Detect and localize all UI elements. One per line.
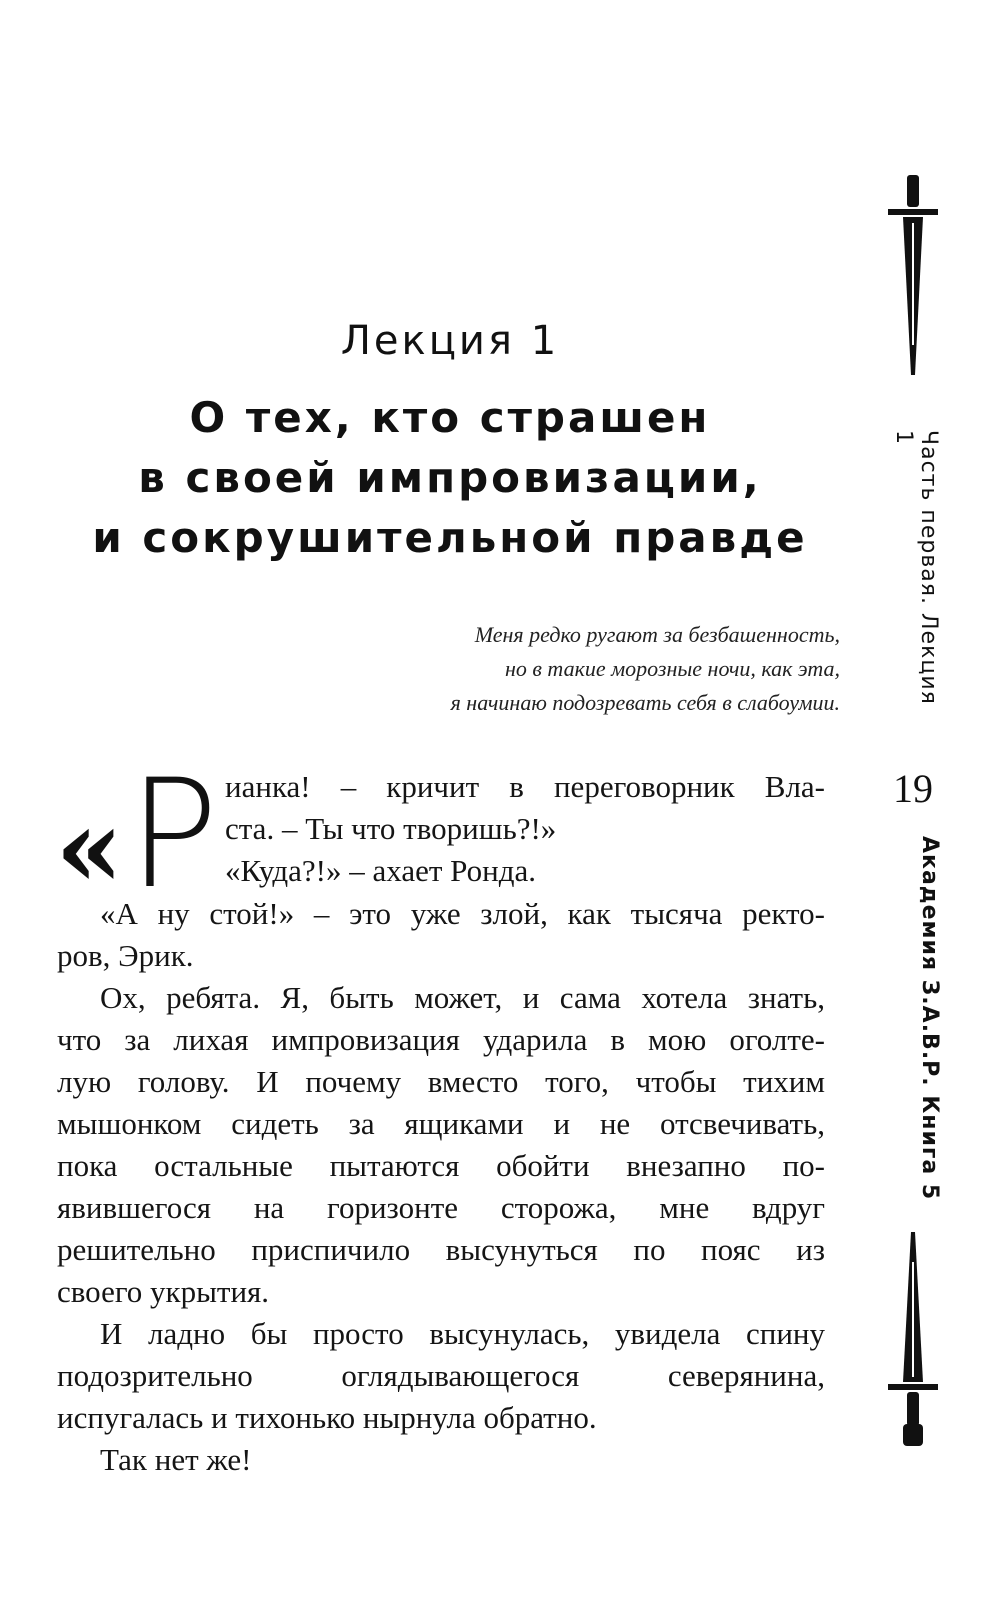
body-line: подозрительно оглядывающегося северянина,: [57, 1358, 825, 1393]
chapter-title: [90, 388, 810, 568]
body-line: пока остальные пытаются обойти внезапно по-: [57, 1148, 825, 1183]
body-line: испугалась и тихонько нырнула обратно.: [57, 1400, 597, 1435]
running-head: Часть первая. Лекция 1: [891, 430, 941, 705]
body-line: что за лихая импровизация ударила в мою оголте-: [57, 1022, 825, 1057]
body-line: «А ну стой!» – это уже злой, как тысяча ректо-: [100, 896, 825, 931]
epigraph: [280, 618, 840, 720]
epigraph-line: Меня редко ругают за безбашенность,: [474, 622, 840, 647]
body-line: Так нет же!: [100, 1442, 252, 1477]
body-line: И ладно бы просто высунулась, увидела спину: [100, 1316, 825, 1351]
page-number: 19: [893, 766, 933, 811]
body-line: явившегося на горизонте сторожа, мне вдруг: [57, 1190, 825, 1225]
sword-icon: [886, 175, 940, 375]
body-line: своего укрытия.: [57, 1274, 270, 1309]
chapter-title-line: в своей импровизации,: [138, 453, 762, 502]
dropcap-quote: «: [55, 783, 124, 912]
body-line: ста. – Ты что творишь?!»: [225, 811, 557, 846]
body-line: мышонком сидеть за ящиками и не отсвечивать,: [57, 1106, 825, 1141]
body-line: Ох, ребята. Я, быть может, и сама хотела знать,: [100, 980, 825, 1015]
chapter-title-line: О тех, кто страшен: [189, 393, 711, 442]
body-line: решительно приспичило высунуться по пояс из: [57, 1232, 825, 1267]
body-line: ианка! – кричит в переговорник Вла-: [225, 769, 825, 804]
body-line: лую голову. И почему вместо того, чтобы тихим: [57, 1064, 825, 1099]
chapter-label: Лекция 1: [340, 318, 560, 364]
sword-icon: [886, 1232, 940, 1448]
chapter-title-line: и сокрушительной правде: [92, 513, 808, 562]
body-line: «Куда?!» – ахает Ронда.: [225, 853, 537, 888]
book-title: Академия З.А.В.Р. Книга 5: [917, 836, 942, 1201]
epigraph-line: но в такие морозные ночи, как эта,: [504, 656, 840, 681]
dropcap-letter: Р: [128, 748, 219, 922]
epigraph-line: я начинаю подозревать себя в слабоумии.: [450, 690, 840, 715]
body-line: ров, Эрик.: [57, 938, 194, 973]
